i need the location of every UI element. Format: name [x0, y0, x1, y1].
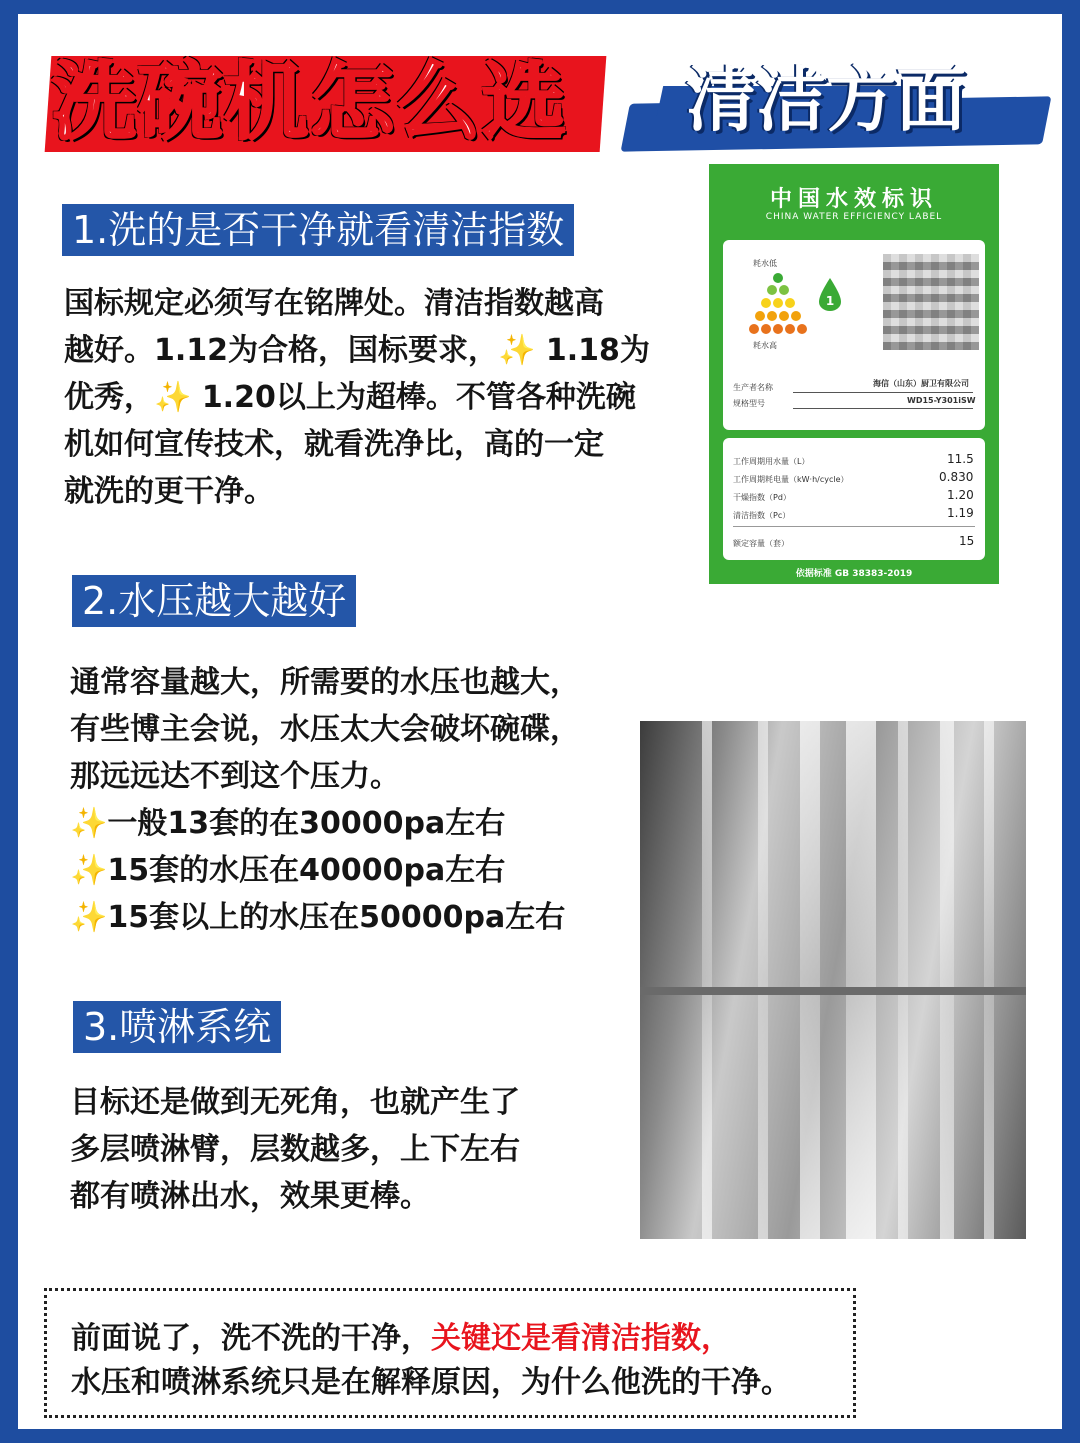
main-title: 洗碗机怎么选 [52, 53, 569, 151]
s2-bullet: ✨一般13套的在30000pa左右 [70, 806, 506, 841]
summary-line-2: 水压和喷淋系统只是在解释原因，为什么他洗的干净。 [71, 1365, 791, 1400]
row-value: 1.20 [947, 488, 974, 502]
water-streak [758, 721, 768, 1239]
sparkle-icon: ✨ [70, 853, 108, 888]
sparkle-icon: ✨ [70, 900, 108, 935]
grade-number: 1 [825, 294, 835, 308]
sparkle-icon: ✨ [498, 333, 536, 368]
row-value: 1.19 [947, 506, 974, 520]
low-water-text: 耗水低 [753, 259, 777, 268]
divider [733, 526, 975, 527]
producer-label: 生产者名称 [733, 383, 773, 392]
label-standard: 依据标准 GB 38383-2019 [795, 569, 913, 579]
main-title-banner [38, 34, 603, 154]
s1-line: 就洗的更干净。 [64, 474, 274, 509]
section3-text [70, 1079, 520, 1220]
label-title-en: CHINA WATER EFFICIENCY LABEL [765, 212, 943, 222]
sparkle-icon: ✨ [154, 380, 192, 415]
s3-line: 目标还是做到无死角，也就产生了 [70, 1085, 520, 1120]
water-streak [898, 721, 908, 1239]
row-value: 0.830 [939, 470, 974, 484]
summary-highlight: 关键还是看清洁指数， [431, 1321, 731, 1356]
s1-line: 国标规定必须写在铭牌处。清洁指数越高 [64, 286, 604, 321]
section3-heading: 3.喷淋系统 [73, 1001, 281, 1053]
qr-code-overlay [883, 254, 979, 350]
label-panel-values [723, 438, 985, 560]
label-title: 中国水效标识 [769, 187, 938, 212]
water-streak [702, 721, 712, 1239]
sparkle-icon: ✨ [70, 806, 108, 841]
s3-line: 都有喷淋出水，效果更棒。 [70, 1179, 430, 1214]
subtitle: 清洁方面 [686, 59, 966, 141]
drop-pyramid-icon [743, 270, 813, 338]
section2-heading: 2.水压越大越好 [72, 575, 356, 627]
s1-line: 机如何宣传技术，就看洗净比，高的一定 [64, 427, 604, 462]
model-value: WD15-Y301iSW [907, 396, 976, 405]
row-key: 工作周期用水量（L） [733, 457, 810, 466]
dishwasher-spray-image [640, 721, 1026, 1239]
water-streak [800, 721, 820, 1239]
water-streak [846, 721, 876, 1239]
s2-bullet: ✨15套以上的水压在50000pa左右 [70, 900, 566, 935]
dish-rack-bar [640, 987, 1026, 995]
row-key: 工作周期耗电量（kW·h/cycle） [733, 475, 849, 484]
s2-line: 有些博主会说，水压太大会破坏碗碟， [70, 712, 580, 747]
label-panel-top [723, 240, 985, 430]
producer-value: 海信（山东）厨卫有限公司 [873, 379, 969, 388]
divider [793, 392, 973, 393]
row-value: 11.5 [947, 452, 974, 466]
summary-line-1: 前面说了，洗不洗的干净，关键还是看清洁指数， [71, 1321, 731, 1356]
s1-line: 优秀，✨ 1.20以上为超棒。不管各种洗碗 [64, 380, 636, 415]
s1-line: 越好。1.12为合格，国标要求，✨ 1.18为 [64, 333, 650, 368]
high-water-text: 耗水高 [753, 341, 777, 350]
row-value: 15 [959, 534, 975, 548]
section1-heading: 1.洗的是否干净就看清洁指数 [62, 204, 574, 256]
water-efficiency-label [709, 164, 999, 584]
row-key: 清洁指数（Pc） [733, 511, 791, 520]
summary-box [44, 1288, 856, 1418]
s3-line: 多层喷淋臂，层数越多，上下左右 [70, 1132, 520, 1167]
divider [793, 408, 973, 409]
subtitle-banner [620, 56, 1050, 156]
water-streak [984, 721, 994, 1239]
water-streak [940, 721, 954, 1239]
row-key: 额定容量（套） [733, 539, 789, 548]
s2-line: 那远远达不到这个压力。 [70, 759, 400, 794]
section2-text [70, 659, 580, 941]
model-label: 规格型号 [733, 399, 765, 408]
section1-text [64, 280, 650, 515]
s2-line: 通常容量越大，所需要的水压也越大， [70, 665, 580, 700]
row-key: 干燥指数（Pd） [733, 493, 791, 502]
s2-bullet: ✨15套的水压在40000pa左右 [70, 853, 506, 888]
